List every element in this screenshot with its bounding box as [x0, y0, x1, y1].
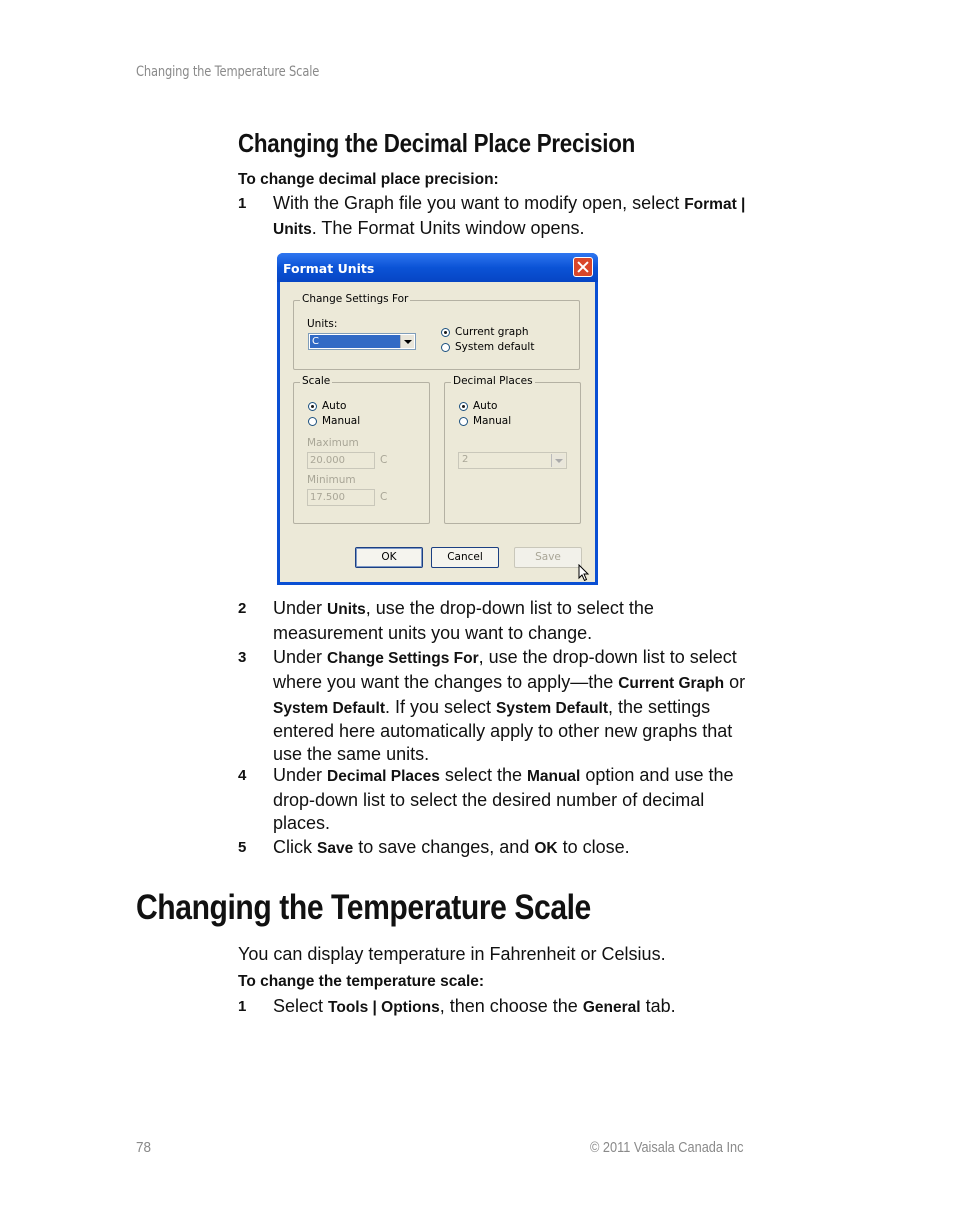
step-number: 4 — [238, 767, 247, 784]
decimal-places-dropdown[interactable] — [458, 452, 567, 469]
ui-reference: System Default — [496, 699, 609, 717]
decimal-radio-manual[interactable]: Manual — [459, 415, 511, 427]
ui-reference: OK — [534, 840, 558, 857]
ui-reference: Save — [317, 840, 354, 857]
ui-reference: Manual — [526, 768, 581, 785]
decimal-radio-auto[interactable]: Auto — [459, 400, 497, 412]
radio-icon — [441, 343, 450, 352]
step-3: 3 Under Change Settings For, use the drop-down list to select where you want the changes to apply—the Current Graph or System Default. If you select System Default, the settings entered here automatically apply to other new graphs that use the same units. — [238, 647, 746, 765]
close-icon[interactable] — [573, 257, 593, 277]
group-legend: Scale — [302, 375, 331, 387]
mouse-pointer-icon — [578, 564, 590, 582]
step-number: 1 — [238, 195, 247, 212]
decimal-places-group — [444, 375, 581, 524]
radio-icon — [459, 417, 468, 426]
step-number: 1 — [238, 998, 247, 1015]
radio-system-default[interactable]: System default — [441, 341, 534, 353]
radio-selected-icon — [441, 328, 450, 337]
group-legend: Decimal Places — [453, 375, 533, 387]
page-number: 78 — [136, 1139, 152, 1156]
section-heading-temperature-scale: Changing the Temperature Scale — [136, 888, 591, 927]
maximum-label: Maximum — [307, 437, 359, 449]
intro-paragraph: You can display temperature in Fahrenheit or Celsius. — [238, 944, 666, 964]
ui-reference: Format | Units — [273, 196, 746, 238]
dialog-title: Format Units — [283, 261, 375, 276]
change-settings-group — [293, 293, 580, 370]
radio-icon — [308, 417, 317, 426]
radio-selected-icon — [308, 402, 317, 411]
radio-current-graph[interactable]: Current graph — [441, 326, 529, 338]
ui-reference: Change Settings For — [327, 650, 479, 667]
scale-radio-manual[interactable]: Manual — [308, 415, 360, 427]
minimum-unit: C — [380, 491, 388, 503]
decimal-value: 2 — [462, 454, 469, 465]
scale-radio-auto[interactable]: Auto — [308, 400, 346, 412]
units-dropdown[interactable] — [308, 333, 416, 350]
copyright: © 2011 Vaisala Canada Inc — [590, 1139, 744, 1156]
step-number: 3 — [238, 649, 247, 666]
step-2: 2 Under Units, use the drop-down list to select the measurement units you want to change. — [238, 598, 654, 643]
ui-reference: System Default — [273, 699, 385, 717]
step-1-temperature: 1 Select Tools | Options, then choose the General tab. — [238, 995, 758, 1020]
step-number: 2 — [238, 600, 247, 617]
procedure-lead: To change decimal place precision: — [238, 171, 499, 188]
dialog-title-bar — [277, 253, 598, 282]
radio-selected-icon — [459, 402, 468, 411]
running-header: Changing the Temperature Scale — [136, 64, 320, 80]
section-heading-decimal-precision: Changing the Decimal Place Precision — [238, 128, 636, 158]
step-number: 5 — [238, 839, 247, 856]
save-button[interactable]: Save — [514, 547, 582, 568]
dialog-body — [280, 282, 595, 582]
step-1: 1 With the Graph file you want to modify open, select Format | Units. The Format Units window opens. — [238, 193, 746, 238]
minimum-field[interactable]: 17.500 — [307, 489, 375, 506]
step-4: 4 Under Decimal Places select the Manual option and use the drop-down list to select the desired number of decimal places. — [238, 765, 734, 833]
format-units-dialog — [277, 253, 598, 585]
step-5: 5 Click Save to save changes, and OK to close. — [238, 836, 758, 861]
ui-reference: General — [582, 999, 641, 1016]
scale-group — [293, 375, 430, 524]
ui-reference: Decimal Places — [327, 768, 440, 785]
chevron-down-icon[interactable] — [551, 454, 565, 467]
units-label: Units: — [307, 318, 338, 330]
chevron-down-icon[interactable] — [400, 335, 414, 348]
maximum-unit: C — [380, 454, 388, 466]
maximum-field[interactable]: 20.000 — [307, 452, 375, 469]
procedure-lead: To change the temperature scale: — [238, 973, 485, 990]
ui-reference: Current Graph — [618, 674, 725, 692]
ui-reference: Units — [327, 601, 366, 618]
units-value: C — [310, 335, 400, 348]
cancel-button[interactable]: Cancel — [431, 547, 499, 568]
group-legend: Change Settings For — [302, 293, 409, 305]
ui-reference: Tools | Options — [328, 999, 440, 1016]
ok-button[interactable]: OK — [355, 547, 423, 568]
minimum-label: Minimum — [307, 474, 356, 486]
